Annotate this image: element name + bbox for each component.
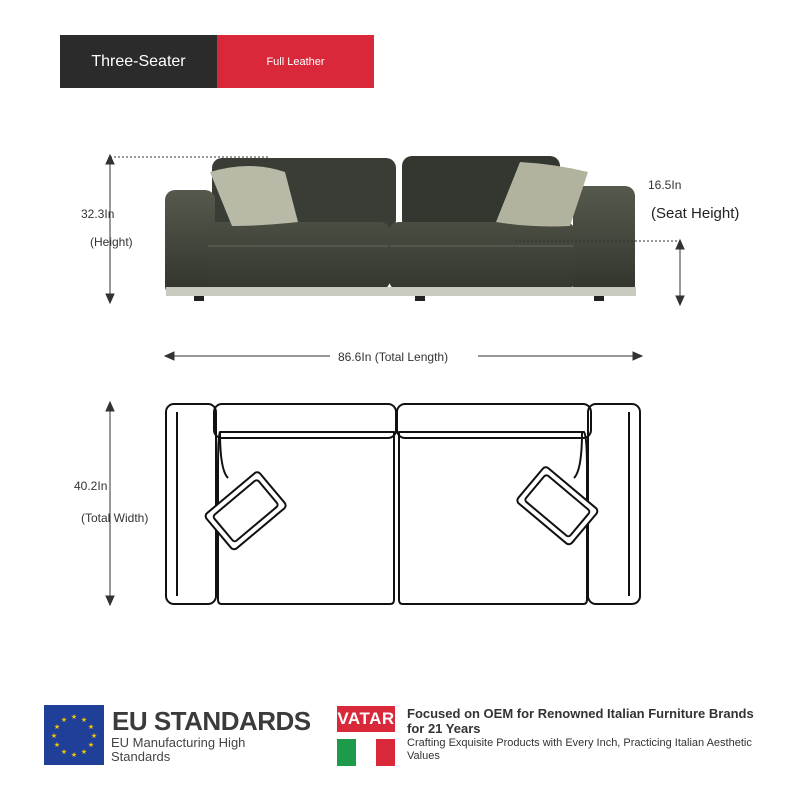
svg-text:★: ★ xyxy=(60,748,68,756)
eu-flag-icon xyxy=(44,705,104,765)
brand-headline: Focused on OEM for Renowned Italian Furniture Brands for 21 Years xyxy=(407,706,754,736)
svg-text:★: ★ xyxy=(60,716,68,724)
svg-text:★: ★ xyxy=(53,741,61,749)
tab-full-leather[interactable]: Full Leather xyxy=(217,35,374,88)
height-value: 32.3In xyxy=(81,207,115,221)
svg-text:★: ★ xyxy=(90,732,98,740)
eu-standards-title: EU STANDARDS xyxy=(112,706,311,736)
svg-text:★: ★ xyxy=(87,741,95,749)
svg-text:★: ★ xyxy=(70,751,78,759)
seat-height-label: (Seat Height) xyxy=(651,205,740,222)
svg-text:★: ★ xyxy=(80,748,88,756)
seat-height-value: 16.5In xyxy=(648,178,682,192)
length-label: 86.6In (Total Length) xyxy=(338,350,449,364)
svg-text:★: ★ xyxy=(80,716,88,724)
italy-flag-icon xyxy=(337,739,395,766)
eu-standards-subtitle: EU Manufacturing High Standards xyxy=(111,735,246,764)
tab-three-seater[interactable]: Three-Seater xyxy=(60,35,217,88)
brand-tagline: Crafting Exquisite Products with Every Inch, Practicing Italian Aesthetic Values xyxy=(407,737,752,762)
height-label: (Height) xyxy=(90,235,133,249)
width-label: (Total Width) xyxy=(81,511,149,525)
width-value: 40.2In xyxy=(74,479,108,493)
vatar-logo: VATAR xyxy=(337,706,395,732)
svg-text:★: ★ xyxy=(70,713,78,721)
svg-text:★: ★ xyxy=(53,723,61,731)
svg-text:★: ★ xyxy=(87,723,95,731)
svg-text:★: ★ xyxy=(50,732,58,740)
